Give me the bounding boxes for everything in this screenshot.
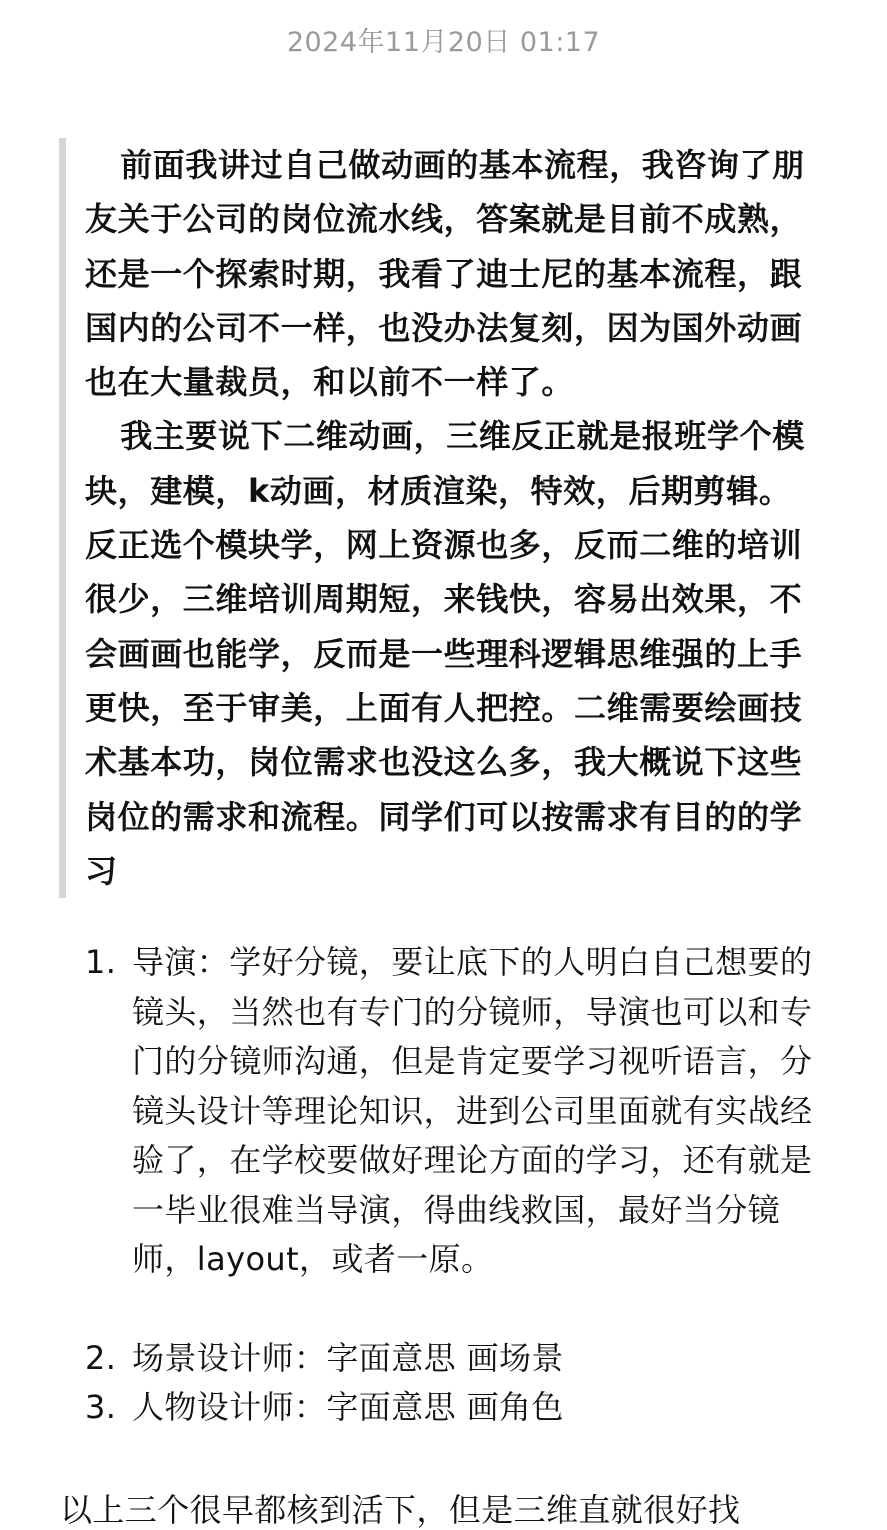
list-item-text: 人物设计师：字面意思 画角色 bbox=[132, 1388, 564, 1426]
quote-paragraph: 前面我讲过自己做动画的基本流程，我咨询了朋友关于公司的岗位流水线，答案就是目前不成熟，还是一个探索时期，我看了迪士尼的基本流程，跟国内的公司不一样，也没办法复刻，因为国外动画也在大量裁员，和以前不一样了。 bbox=[85, 146, 805, 402]
list-item-text: 导演：学好分镜，要让底下的人明白自己想要的镜头，当然也有专门的分镜师，导演也可以和专门的分镜师沟通，但是肯定要学习视听语言，分镜头设计等理论知识，进到公司里面就有实战经验了，在学校要做好理论方面的学习，还有就是一毕业很难当导演，得曲线救国，最好当分镜师，layout，或者一原。 bbox=[132, 943, 813, 1278]
numbered-list bbox=[85, 938, 825, 1433]
list-item-text: 场景设计师：字面意思 画场景 bbox=[132, 1338, 564, 1377]
note-timestamp: 2024年11月20日 01:17 bbox=[286, 27, 601, 58]
list-item-number: 1. bbox=[85, 943, 117, 981]
list-item bbox=[85, 1383, 825, 1433]
cutoff-text-line: 以上三个很早都核到活下，但是三维直就很好找 bbox=[60, 1491, 741, 1529]
quote-paragraph: 我主要说下二维动画，三维反正就是报班学个模块，建模，k动画，材质渲染，特效，后期剪辑。反正选个模块学，网上资源也多，反而二维的培训很少，三维培训周期短，来钱快，容易出效果，不会画画也能学，反而是一些理科逻辑思维强的上手更快，至于审美，上面有人把控。二维需要绘画技术基本功，岗位需求也没这么多，我大概说下这些岗位的需求和流程。同学们可以按需求有目的的学习 bbox=[85, 417, 805, 890]
list-item-number: 3. bbox=[85, 1388, 117, 1426]
quote-block bbox=[59, 138, 819, 898]
list-item bbox=[85, 1334, 825, 1384]
list-item-number: 2. bbox=[85, 1338, 117, 1377]
list-item bbox=[85, 938, 825, 1285]
